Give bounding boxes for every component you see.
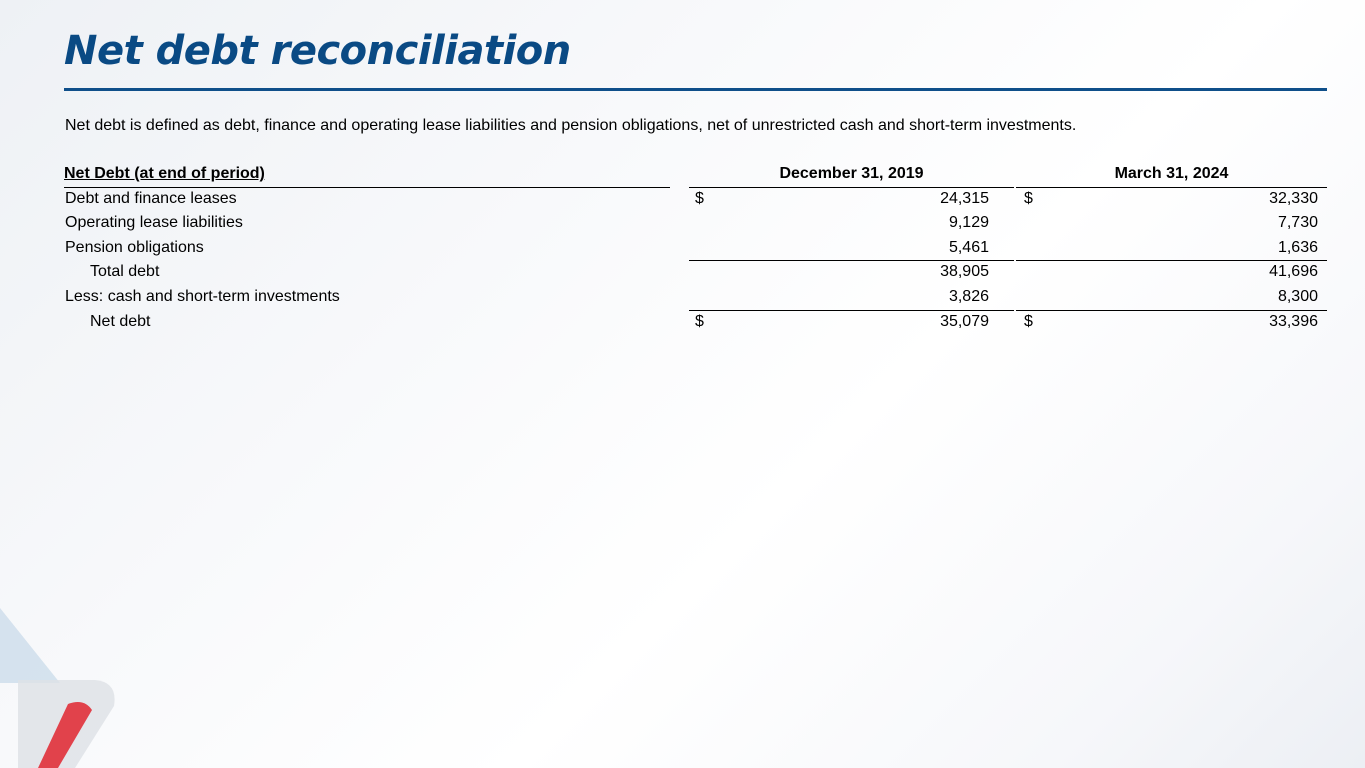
value-march-2024: 33,396 — [1269, 312, 1318, 330]
table-row-operating-lease — [64, 211, 1327, 236]
table-row-pension-obligations — [64, 236, 1327, 261]
value-december-2019: 35,079 — [940, 312, 989, 330]
currency-symbol: $ — [695, 312, 704, 330]
value-march-2024: 41,696 — [1269, 263, 1318, 281]
header-label: Net Debt (at end of period) — [64, 162, 670, 188]
currency-symbol: $ — [1024, 189, 1033, 207]
header-march-2024: March 31, 2024 — [1016, 162, 1327, 188]
slide-title: Net debt reconciliation — [64, 28, 571, 74]
title-rule — [64, 88, 1327, 91]
row-label: Operating lease liabilities — [65, 214, 243, 232]
currency-symbol: $ — [1024, 312, 1033, 330]
row-label: Net debt — [90, 312, 151, 330]
definition-text: Net debt is defined as debt, finance and operating lease liabilities and pension obligations, net of unrestricted cash and short-term investments. — [65, 117, 1077, 134]
table-row-total-debt — [64, 260, 1327, 285]
table-header-row — [64, 162, 1327, 187]
value-march-2024: 8,300 — [1277, 287, 1318, 305]
airline-flight-symbol-icon — [0, 588, 130, 768]
value-march-2024: 1,636 — [1277, 238, 1318, 256]
value-march-2024: 32,330 — [1269, 189, 1318, 207]
table-row-less-cash — [64, 285, 1327, 310]
currency-symbol: $ — [695, 189, 704, 207]
value-december-2019: 24,315 — [940, 189, 989, 207]
value-december-2019: 3,826 — [948, 287, 989, 305]
table-row-net-debt — [64, 310, 1327, 335]
value-december-2019: 5,461 — [948, 238, 989, 256]
row-label: Total debt — [90, 263, 160, 281]
value-december-2019: 38,905 — [940, 263, 989, 281]
row-label: Debt and finance leases — [65, 189, 237, 207]
net-debt-table — [64, 162, 1327, 334]
logo-blue-wing — [0, 608, 60, 683]
value-december-2019: 9,129 — [948, 214, 989, 232]
table-row-debt-finance-leases — [64, 187, 1327, 212]
value-march-2024: 7,730 — [1277, 214, 1318, 232]
row-label: Pension obligations — [65, 238, 204, 256]
row-label: Less: cash and short-term investments — [65, 287, 340, 305]
header-december-2019: December 31, 2019 — [689, 162, 1014, 188]
